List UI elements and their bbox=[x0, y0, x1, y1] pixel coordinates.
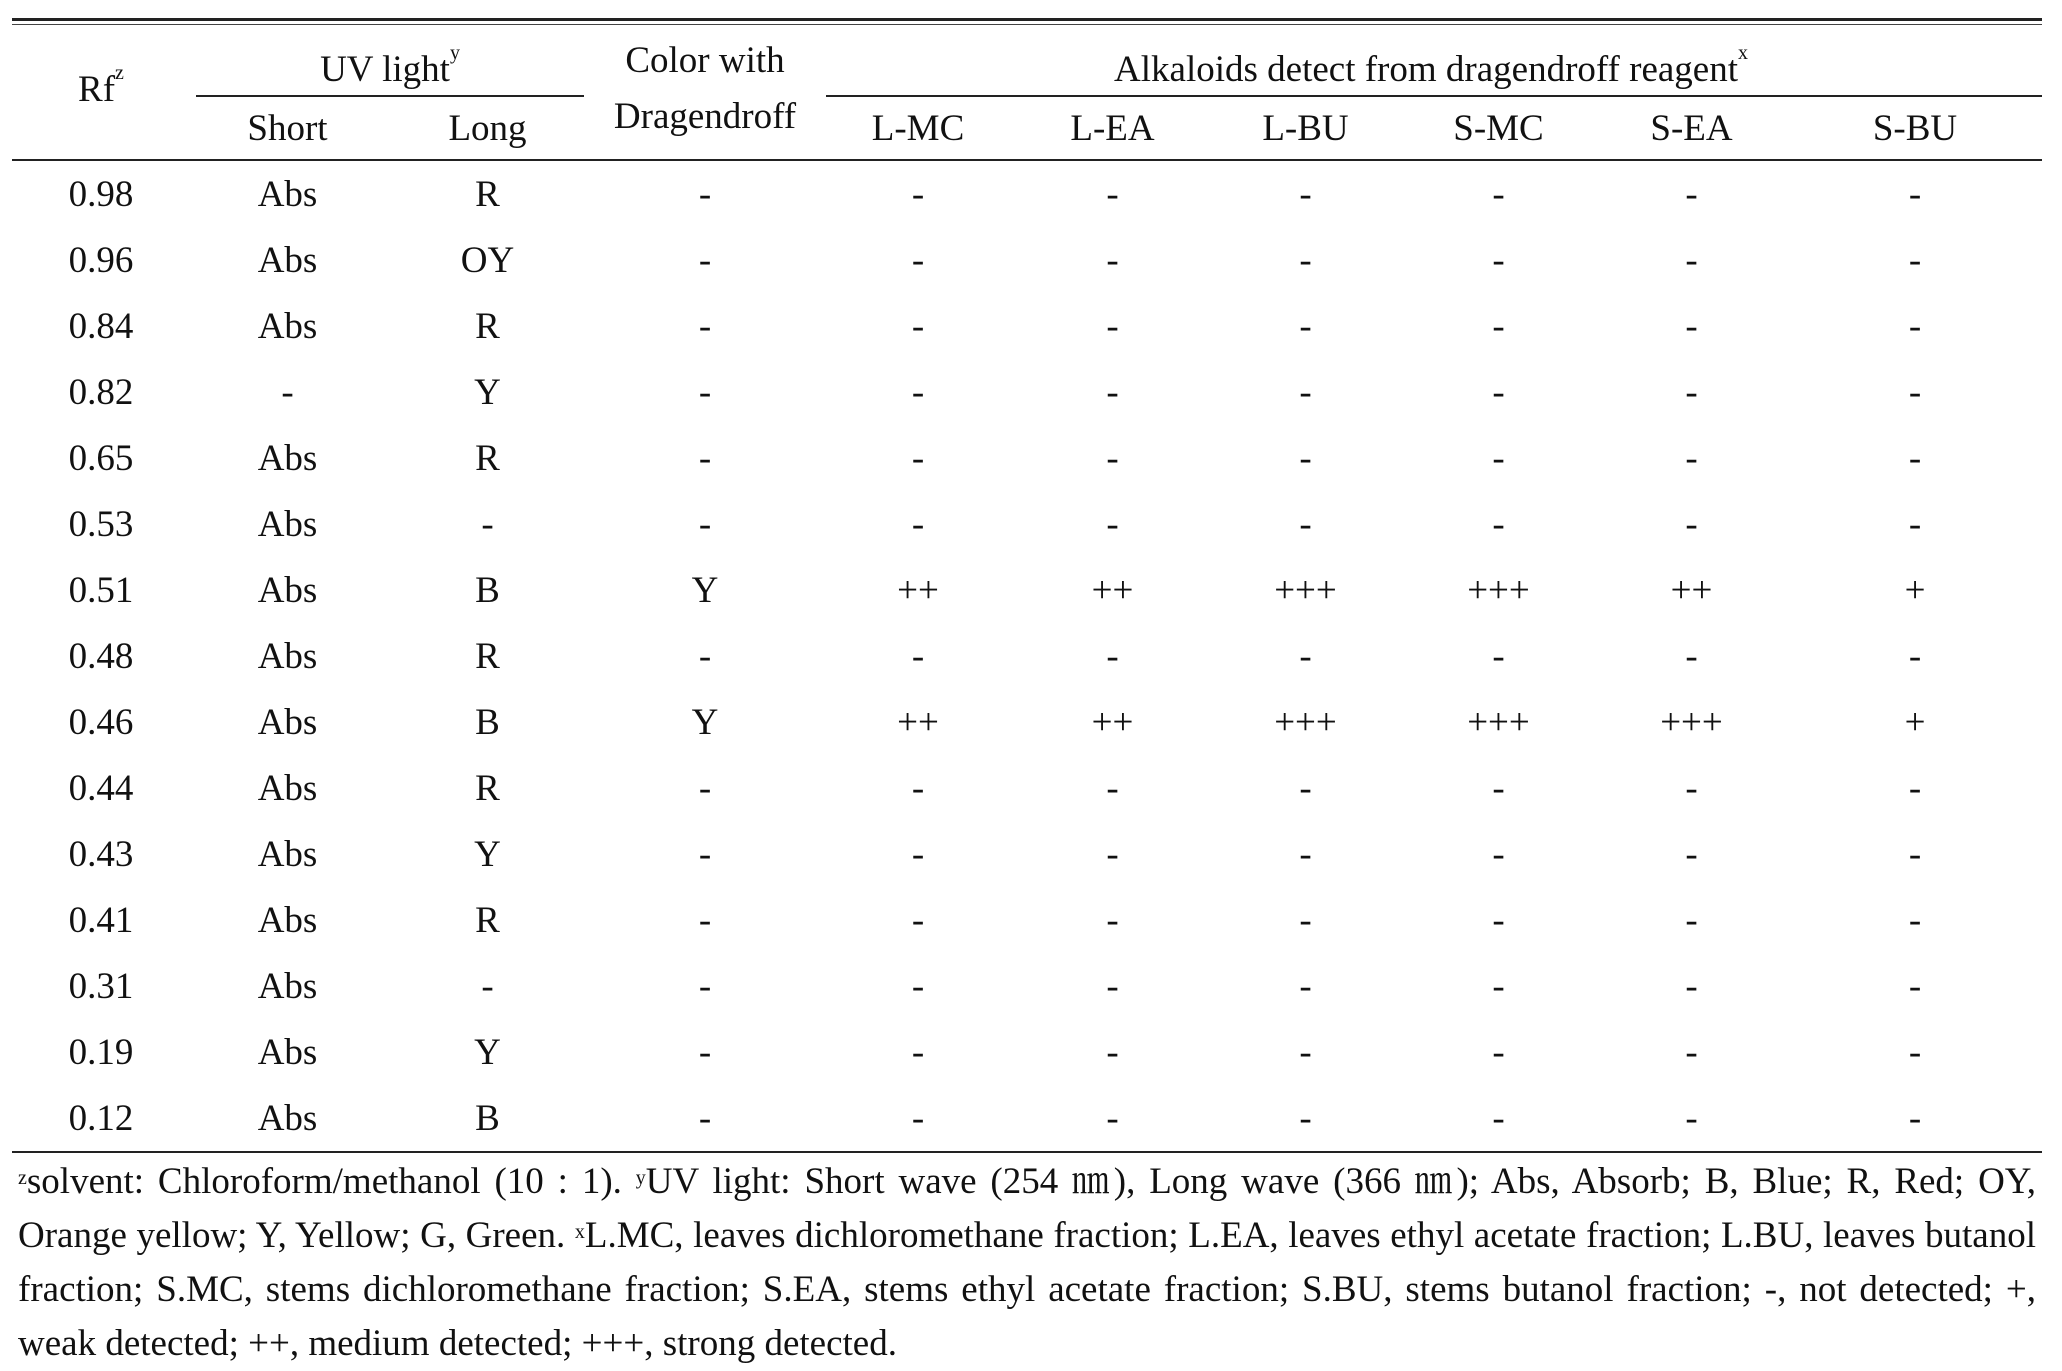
cell-l-bu: - bbox=[1299, 767, 1312, 809]
footnote-z-mark: z bbox=[18, 1167, 27, 1189]
cell-uv-short: Abs bbox=[257, 239, 318, 281]
cell-uv-short: Abs bbox=[257, 833, 318, 875]
cell-l-mc: - bbox=[911, 503, 925, 545]
cell-s-mc: - bbox=[1492, 173, 1505, 215]
footnote-y-text: UV light: Short wave (254 ㎚), Long wave (366 ㎚); Abs, Absorb; B, Blue; R, Red; OY, Orange yellow; Y, Yellow; G, Green. bbox=[18, 1161, 2037, 1256]
table-row bbox=[12, 227, 2042, 293]
table-row bbox=[12, 557, 2042, 623]
cell-s-ea: - bbox=[1685, 305, 1698, 347]
alkaloids-header bbox=[820, 25, 2042, 97]
cell-dragendroff-color: - bbox=[590, 1085, 820, 1152]
cell-uv-long: - bbox=[481, 503, 494, 545]
cell-l-bu: - bbox=[1299, 173, 1312, 215]
cell-s-mc: - bbox=[1492, 767, 1505, 809]
cell-s-ea: ++ bbox=[1670, 569, 1713, 611]
cell-uv-long: R bbox=[475, 437, 500, 479]
long-header: Long bbox=[385, 97, 590, 160]
cell-rf: 0.41 bbox=[68, 899, 134, 941]
cell-s-bu: + bbox=[1904, 569, 1926, 611]
cell-l-mc: - bbox=[911, 635, 925, 677]
cell-l-mc: - bbox=[820, 1085, 1016, 1152]
cell-rf: 0.12 bbox=[12, 1085, 190, 1152]
table-row bbox=[12, 953, 2042, 1019]
cell-l-mc: - bbox=[911, 833, 925, 875]
cell-s-mc: - bbox=[1492, 1031, 1505, 1073]
uv-light-sup: y bbox=[449, 42, 460, 64]
cell-dragendroff-color: - bbox=[698, 635, 712, 677]
cell-l-bu: - bbox=[1299, 965, 1312, 1007]
cell-l-mc: - bbox=[911, 371, 925, 413]
alkaloids-label: Alkaloids detect from dragendroff reagent bbox=[1114, 49, 1738, 90]
cell-l-ea: - bbox=[1106, 239, 1119, 281]
table-row bbox=[12, 425, 2042, 491]
alkaloids-sup: x bbox=[1738, 42, 1748, 64]
table-body bbox=[12, 160, 2042, 1152]
cell-s-bu: - bbox=[1908, 305, 1922, 347]
cell-uv-short: Abs bbox=[257, 701, 318, 743]
cell-uv-short: Abs bbox=[257, 437, 318, 479]
cell-l-ea: ++ bbox=[1091, 569, 1134, 611]
cell-l-mc: - bbox=[911, 1031, 925, 1073]
cell-l-bu: - bbox=[1209, 1085, 1402, 1152]
cell-l-ea: - bbox=[1106, 833, 1119, 875]
cell-rf: 0.98 bbox=[68, 173, 134, 215]
cell-s-bu: - bbox=[1908, 239, 1922, 281]
cell-l-mc: - bbox=[911, 239, 925, 281]
cell-l-mc: - bbox=[911, 965, 925, 1007]
cell-uv-long: B bbox=[385, 1085, 590, 1152]
cell-uv-short: - bbox=[281, 371, 294, 413]
footnote-x-text: L.MC, leaves dichloromethane fraction; L.EA, leaves ethyl acetate fraction; L.BU, leaves butanol fraction; S.MC, stems dichloromethane fraction; S.EA, stems ethyl acetate fraction; S.BU, stems butanol fraction; -, not detected; +, weak detected; ++, medium detected; +++, strong detected. bbox=[18, 1215, 2037, 1364]
fraction-header-sea: S-EA bbox=[1595, 97, 1788, 160]
cell-rf: 0.19 bbox=[68, 1031, 134, 1073]
table-container bbox=[12, 18, 2042, 1371]
cell-uv-short: Abs bbox=[257, 1031, 318, 1073]
cell-s-bu: - bbox=[1908, 1031, 1922, 1073]
fraction-header-lea: L-EA bbox=[1016, 97, 1209, 160]
cell-uv-long: Y bbox=[474, 833, 501, 875]
cell-s-ea: - bbox=[1685, 173, 1698, 215]
uv-light-header bbox=[190, 25, 590, 97]
cell-s-ea: - bbox=[1685, 371, 1698, 413]
fraction-header-smc: S-MC bbox=[1402, 97, 1595, 160]
cell-rf: 0.82 bbox=[68, 371, 134, 413]
cell-s-bu: - bbox=[1908, 635, 1922, 677]
cell-dragendroff-color: - bbox=[698, 239, 712, 281]
cell-dragendroff-color: Y bbox=[691, 701, 719, 743]
color-header-line1: Color with bbox=[625, 40, 785, 81]
cell-rf: 0.46 bbox=[68, 701, 134, 743]
table-row bbox=[12, 160, 2042, 227]
cell-s-mc: - bbox=[1492, 635, 1505, 677]
cell-s-bu: - bbox=[1908, 833, 1922, 875]
cell-rf: 0.48 bbox=[68, 635, 134, 677]
cell-rf: 0.44 bbox=[68, 767, 134, 809]
table-row bbox=[12, 821, 2042, 887]
cell-l-ea: - bbox=[1106, 767, 1119, 809]
cell-s-ea: - bbox=[1685, 899, 1698, 941]
uv-light-label: UV light bbox=[320, 49, 450, 90]
table-row bbox=[12, 293, 2042, 359]
cell-uv-short: Abs bbox=[257, 305, 318, 347]
cell-s-ea: - bbox=[1685, 503, 1698, 545]
cell-uv-long: R bbox=[475, 635, 500, 677]
cell-l-bu: - bbox=[1299, 833, 1312, 875]
cell-s-mc: - bbox=[1402, 1085, 1595, 1152]
footnote-z-text: solvent: Chloroform/methanol (10 : 1). bbox=[26, 1161, 622, 1202]
cell-uv-long: OY bbox=[460, 239, 515, 281]
fraction-header-lbu: L-BU bbox=[1209, 97, 1402, 160]
footnote-x-mark: x bbox=[574, 1221, 585, 1243]
cell-dragendroff-color: - bbox=[698, 503, 712, 545]
table-row bbox=[12, 887, 2042, 953]
cell-s-bu: - bbox=[1788, 1085, 2042, 1152]
cell-s-ea: - bbox=[1685, 437, 1698, 479]
cell-l-ea: - bbox=[1106, 899, 1119, 941]
cell-rf: 0.84 bbox=[68, 305, 134, 347]
cell-rf: 0.51 bbox=[68, 569, 134, 611]
cell-uv-short: Abs bbox=[190, 1085, 385, 1152]
cell-l-ea: - bbox=[1106, 437, 1119, 479]
cell-s-bu: - bbox=[1908, 503, 1922, 545]
cell-s-ea: - bbox=[1685, 239, 1698, 281]
cell-uv-short: Abs bbox=[257, 767, 318, 809]
cell-s-ea: - bbox=[1685, 833, 1698, 875]
cell-l-ea: - bbox=[1016, 1085, 1209, 1152]
cell-l-mc: - bbox=[911, 305, 925, 347]
cell-l-ea: - bbox=[1106, 305, 1119, 347]
cell-l-bu: +++ bbox=[1274, 569, 1337, 611]
rf-header-sup: z bbox=[115, 61, 124, 84]
cell-uv-long: R bbox=[475, 305, 500, 347]
cell-s-ea: - bbox=[1685, 635, 1698, 677]
cell-rf: 0.31 bbox=[68, 965, 134, 1007]
table-row bbox=[12, 755, 2042, 821]
cell-dragendroff-color: - bbox=[698, 899, 712, 941]
cell-l-bu: - bbox=[1299, 503, 1312, 545]
cell-uv-short: Abs bbox=[257, 965, 318, 1007]
cell-uv-long: R bbox=[475, 767, 500, 809]
cell-l-ea: - bbox=[1106, 965, 1119, 1007]
cell-s-mc: +++ bbox=[1467, 701, 1530, 743]
cell-uv-short: Abs bbox=[257, 569, 318, 611]
table-row bbox=[12, 689, 2042, 755]
cell-s-bu: - bbox=[1908, 371, 1922, 413]
cell-l-ea: - bbox=[1106, 1031, 1119, 1073]
cell-s-ea: +++ bbox=[1660, 701, 1723, 743]
cell-l-bu: - bbox=[1299, 635, 1312, 677]
fraction-header-lmc: L-MC bbox=[820, 97, 1016, 160]
cell-uv-long: B bbox=[475, 701, 500, 743]
cell-l-mc: - bbox=[911, 173, 925, 215]
fraction-header-sbu: S-BU bbox=[1788, 97, 2042, 160]
cell-l-ea: - bbox=[1106, 371, 1119, 413]
cell-rf: 0.96 bbox=[68, 239, 134, 281]
table-row bbox=[12, 1019, 2042, 1085]
footnote-y-mark: y bbox=[635, 1167, 646, 1189]
cell-rf: 0.53 bbox=[68, 503, 134, 545]
cell-s-mc: +++ bbox=[1467, 569, 1530, 611]
cell-uv-long: R bbox=[475, 173, 500, 215]
cell-uv-long: Y bbox=[474, 371, 501, 413]
cell-s-ea: - bbox=[1595, 1085, 1788, 1152]
cell-dragendroff-color: - bbox=[698, 173, 712, 215]
cell-dragendroff-color: - bbox=[698, 767, 712, 809]
alkaloid-table bbox=[12, 25, 2042, 1153]
cell-s-bu: - bbox=[1908, 899, 1922, 941]
cell-s-mc: - bbox=[1492, 239, 1505, 281]
cell-s-ea: - bbox=[1685, 965, 1698, 1007]
cell-s-bu: - bbox=[1908, 767, 1922, 809]
cell-s-mc: - bbox=[1492, 899, 1505, 941]
table-row bbox=[12, 491, 2042, 557]
cell-l-ea: - bbox=[1106, 635, 1119, 677]
cell-rf: 0.43 bbox=[68, 833, 134, 875]
cell-dragendroff-color: - bbox=[698, 437, 712, 479]
cell-uv-long: Y bbox=[474, 1031, 501, 1073]
cell-dragendroff-color: - bbox=[698, 305, 712, 347]
cell-uv-short: Abs bbox=[257, 635, 318, 677]
cell-dragendroff-color: - bbox=[698, 1031, 712, 1073]
rf-header-label: Rf bbox=[78, 68, 116, 110]
color-header bbox=[590, 25, 820, 160]
cell-l-bu: - bbox=[1299, 437, 1312, 479]
cell-s-mc: - bbox=[1492, 437, 1505, 479]
cell-uv-long: - bbox=[481, 965, 494, 1007]
cell-uv-short: Abs bbox=[257, 173, 318, 215]
cell-l-bu: - bbox=[1299, 899, 1312, 941]
short-header: Short bbox=[190, 97, 385, 160]
table-row bbox=[12, 623, 2042, 689]
cell-dragendroff-color: - bbox=[698, 965, 712, 1007]
cell-uv-short: Abs bbox=[257, 899, 318, 941]
cell-l-mc: - bbox=[911, 767, 925, 809]
cell-s-bu: + bbox=[1904, 701, 1926, 743]
table-row bbox=[12, 1085, 2042, 1152]
cell-s-mc: - bbox=[1492, 833, 1505, 875]
cell-l-ea: ++ bbox=[1091, 701, 1134, 743]
cell-uv-long: R bbox=[475, 899, 500, 941]
cell-l-bu: - bbox=[1299, 1031, 1312, 1073]
cell-s-mc: - bbox=[1492, 965, 1505, 1007]
cell-s-ea: - bbox=[1685, 767, 1698, 809]
cell-l-ea: - bbox=[1106, 173, 1119, 215]
cell-l-bu: - bbox=[1299, 305, 1312, 347]
cell-s-mc: - bbox=[1492, 503, 1505, 545]
cell-s-bu: - bbox=[1908, 965, 1922, 1007]
cell-l-bu: - bbox=[1299, 239, 1312, 281]
cell-uv-short: Abs bbox=[257, 503, 318, 545]
cell-l-bu: +++ bbox=[1274, 701, 1337, 743]
cell-dragendroff-color: Y bbox=[691, 569, 719, 611]
cell-s-ea: - bbox=[1685, 1031, 1698, 1073]
table-row bbox=[12, 359, 2042, 425]
footnotes bbox=[12, 1153, 2042, 1371]
cell-l-bu: - bbox=[1299, 371, 1312, 413]
cell-s-mc: - bbox=[1492, 305, 1505, 347]
cell-l-mc: - bbox=[911, 899, 925, 941]
cell-l-mc: ++ bbox=[897, 569, 939, 611]
cell-l-mc: ++ bbox=[897, 701, 939, 743]
top-rule bbox=[12, 18, 2042, 21]
cell-dragendroff-color: - bbox=[698, 833, 712, 875]
cell-rf: 0.65 bbox=[68, 437, 134, 479]
rf-header bbox=[12, 25, 190, 160]
cell-l-ea: - bbox=[1106, 503, 1119, 545]
cell-dragendroff-color: - bbox=[698, 371, 712, 413]
cell-s-mc: - bbox=[1492, 371, 1505, 413]
cell-l-mc: - bbox=[911, 437, 925, 479]
cell-s-bu: - bbox=[1908, 173, 1922, 215]
cell-s-bu: - bbox=[1908, 437, 1922, 479]
color-header-line2: Dragendroff bbox=[613, 96, 797, 137]
cell-uv-long: B bbox=[475, 569, 500, 611]
